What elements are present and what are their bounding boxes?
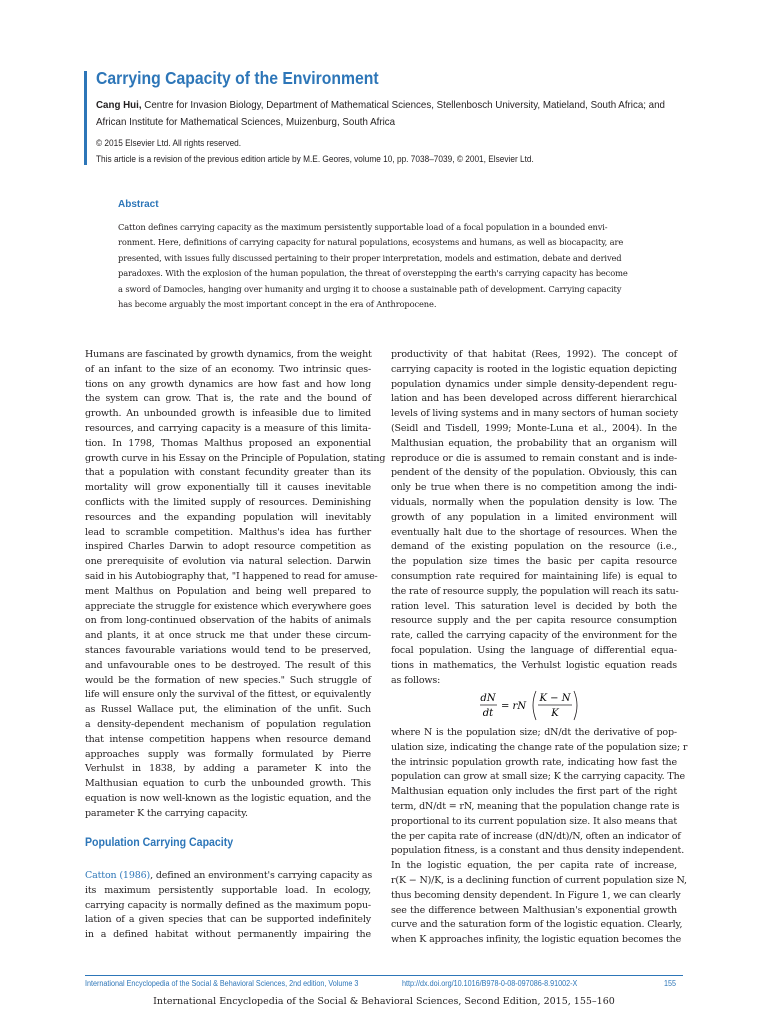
body-text-line: equation is now well-known as the logistic equation, and the — [85, 792, 371, 804]
abstract-line: paradoxes. With the explosion of the human population, the threat of overstepping the earth's carrying capacity has become — [118, 269, 628, 280]
body-text-line: one prerequisite of evolution via natural selection. Darwin — [85, 556, 371, 568]
body-text-line: life will ensure only the survival of the fittest, or equivalently — [85, 689, 371, 701]
title-accent-bar — [84, 71, 87, 165]
left-column — [85, 348, 386, 822]
body-text-line: term, dN/dt = rN, meaning that the population change rate is — [391, 800, 680, 812]
section-text-line: in a defined habitat without permanently impairing the — [85, 929, 371, 941]
body-text-line: parameter K the carrying capacity. — [85, 807, 248, 819]
body-text-line: tion. In 1798, Thomas Malthus proposed an exponential — [85, 437, 371, 449]
body-text-line: resources and the expanding population will inevitably — [85, 511, 371, 523]
body-text-line: the intrinsic population growth rate, indicating how fast the — [391, 756, 677, 768]
abstract-line: a sword of Damocles, hanging over humanity and urging it to choose a sustainable path of development. Carrying capacity — [118, 284, 622, 295]
author-name: Cang Hui, — [96, 99, 142, 111]
body-text-line: inspired Charles Darwin to adopt resource competition as — [85, 541, 371, 553]
body-text-line: proportional to its current population size. It also means that — [391, 815, 677, 827]
body-text-line: carrying capacity is rooted in the logistic equation depicting — [391, 363, 677, 375]
section-body — [85, 869, 371, 943]
body-text-line: see the difference between Malthusian's exponential growth — [391, 904, 677, 916]
footer-page-number: 155 — [664, 979, 677, 988]
body-text-line: the rate of resource supply, the population will reach its satu- — [391, 585, 679, 597]
body-text-line: of an infant to the size of an economy. Two intrinsic ques- — [85, 363, 371, 375]
body-text-line: and unfavourable ones to be destroyed. The result of this — [85, 659, 371, 671]
affiliation-line-1: Centre for Invasion Biology, Department of Mathematical Sciences, Stellenbosch University, Matieland, South Africa; and — [141, 99, 665, 111]
body-text-line: tions in mathematics, the Verhulst logistic equation reads — [391, 659, 677, 671]
body-text-line: approaches supply was formally formulated by Pierre — [85, 748, 371, 760]
body-text-line: as Russel Wallace put, the elimination of the unfit. Such — [85, 704, 371, 716]
body-text-line: levels of living systems and in many sectors of human society — [391, 408, 678, 420]
body-text-line: conflicts with the limited supply of resources. Deminishing — [85, 496, 371, 508]
body-text-line: that intense competition happens when resource demand — [85, 733, 371, 745]
equation-lhs-numerator: dN — [480, 693, 496, 704]
equation-right-paren — [574, 691, 577, 720]
body-text-line: when K approaches infinity, the logistic equation becomes the — [391, 934, 682, 946]
body-text-line: Malthusian equation to curb the unbounded growth. This — [85, 778, 371, 790]
abstract-line: Catton defines carrying capacity as the maximum persistently supportable load of a focal population in a bounded envi- — [118, 223, 608, 233]
body-text-line: r(K − N)/K, is a declining function of current population size N, — [391, 874, 687, 886]
logistic-equation — [478, 688, 628, 724]
equation-rhs-denominator: K — [551, 708, 559, 719]
abstract-line: has become arguably the most important concept in the era of Anthropocene. — [118, 300, 437, 311]
section-heading: Population Carrying Capacity — [85, 837, 234, 849]
body-text-line: demand of the existing population on the resource (i.e., — [391, 541, 677, 553]
body-text-line: growth of any population in a limited environment will — [391, 511, 677, 523]
body-text-line: curve and the saturation form of the logistic equation. Clearly, — [391, 919, 683, 931]
citation-link-catton[interactable]: Catton (1986) — [85, 870, 151, 881]
footer-source: International Encyclopedia of the Social & Behavioral Sciences, 2nd edition, Volume 3 — [85, 979, 359, 988]
body-text-line: a density-dependent mechanism of population regulation — [85, 718, 371, 730]
body-text-line: productivity of that habitat (Rees, 1992). The concept of — [391, 349, 677, 360]
equation-rhs-prefix: = rN — [501, 701, 527, 712]
equation-lhs-denominator: dt — [482, 708, 494, 719]
body-text-line: population dynamics under simple density-dependent regu- — [391, 378, 677, 390]
body-text-line: tions on any growth dynamics are how fast and how long — [85, 378, 371, 390]
body-text-line: ment Malthus on Population and being well prepared to — [85, 585, 371, 597]
footer-doi-link[interactable]: http://dx.doi.org/10.1016/B978-0-08-097086-8.91002-X — [402, 979, 578, 988]
body-text-line: pendent of the density of the population. Obviously, this can — [391, 467, 677, 479]
body-text-line: Malthusian equation, the probability that an organism will — [391, 437, 677, 449]
right-column-top — [391, 348, 677, 688]
body-text-line: the per capita rate of increase (dN/dt)/N, often an indicator of — [391, 830, 681, 842]
copyright-notice: © 2015 Elsevier Ltd. All rights reserved. — [96, 138, 242, 148]
body-text-line: rate, called the carrying capacity of the environment for the — [391, 630, 677, 642]
body-text-line: only be true when there is no competition among the indi- — [391, 482, 677, 494]
body-text-line: reproduce or die is assumed to remain constant and is inde- — [391, 452, 677, 464]
body-text-line: mortality will grow exponentially till it causes inevitable — [85, 482, 371, 494]
copyright-block — [96, 135, 685, 167]
body-text-line: growth curve in his Essay on the Principle of Population, stating — [85, 452, 386, 464]
body-text-line: ulation size, indicating the change rate of the population size; r — [391, 741, 688, 753]
body-text-line: population can grow at small size; K the carrying capacity. The — [391, 771, 686, 783]
body-text-line: as follows: — [391, 674, 441, 686]
section-text-line: carrying capacity is normally defined as the maximum popu- — [85, 899, 371, 911]
author-block — [96, 97, 691, 131]
body-text-line: ration level. This saturation level is decided by both the — [391, 600, 677, 612]
body-text-line: that a population with constant fecundity greater than its — [85, 467, 371, 479]
body-text-line: resources, and carrying capacity is a measure of this limita- — [85, 422, 371, 434]
equation-rhs-numerator: K − N — [539, 693, 571, 704]
page-citation: International Encyclopedia of the Social & Behavioral Sciences, Second Edition, 2015, 155–160 — [153, 996, 615, 1007]
body-text-line: Verhulst in 1838, by adding a parameter K into the — [85, 763, 371, 775]
article-title: Carrying Capacity of the Environment — [96, 68, 379, 88]
equation-graphic — [478, 688, 628, 728]
body-text-line: viduals, normally when the population density is low. The — [391, 496, 677, 508]
section-text-fragment: , defined an environment's carrying capacity as — [150, 870, 373, 881]
equation-left-paren — [533, 691, 536, 720]
body-text-line: appreciate the struggle for existence which everywhere goes — [85, 600, 372, 612]
body-text-line: the population size times the basic per capita resource — [391, 556, 677, 568]
body-text-line: population fitness, is a constant and thus density independent. — [391, 845, 685, 857]
body-text-line: and plants, it at once struck me that under these circum- — [85, 630, 371, 642]
body-text-line: growth. An unbounded growth is infeasible due to limited — [85, 408, 371, 420]
abstract-heading: Abstract — [118, 199, 159, 210]
abstract-line: ronment. Here, definitions of carrying capacity for natural populations, ecosystems and humans, as well as biocapacity, are — [118, 238, 624, 249]
body-text-line: on from long-continued observation of the habits of animals — [85, 615, 371, 627]
section-text-line — [85, 869, 371, 884]
revision-note: This article is a revision of the previous edition article by M.E. Geores, volume 10, pp. 7038–7039, © 2001, Elsevier Ltd. — [96, 154, 534, 164]
section-text-line: lation of a given species that can be supported indefinitely — [85, 914, 371, 926]
body-text-line: focal population. Using the language of differential equa- — [391, 644, 677, 656]
body-text-line: Humans are fascinated by growth dynamics, from the weight — [85, 349, 372, 360]
body-text-line: thus becoming density dependent. In Figure 1, we can clearly — [391, 889, 681, 901]
body-text-line: the system can grow. That is, the rate and the bound of — [85, 393, 371, 405]
body-text-line: (Seidl and Tisdell, 1999; Monte-Luna et al., 2004). In the — [391, 422, 677, 434]
abstract-text — [118, 221, 642, 313]
footer-rule — [85, 975, 683, 976]
body-text-line: said in his Autobiography that, "I happened to read for amuse- — [85, 570, 378, 582]
body-text-line: In the logistic equation, the per capita rate of increase, — [391, 860, 677, 872]
body-text-line: consumption rate required for maintaining life) is equal to — [391, 570, 677, 582]
body-text-line: lation and has been developed across different hierarchical — [391, 393, 677, 405]
abstract-line: presented, with issues fully discussed pertaining to their proper interpretation, models and estimation, debate and derived — [118, 253, 622, 264]
body-text-line: where N is the population size; dN/dt the derivative of pop- — [391, 727, 677, 738]
body-text-line: eventually halt due to the shortage of resources. When the — [391, 526, 677, 538]
body-text-line: stances favourable variations would tend to be preserved, — [85, 644, 371, 656]
body-text-line: lead to scramble competition. Malthus's idea has further — [85, 526, 371, 538]
right-column-bottom — [391, 726, 688, 948]
body-text-line: Malthusian equation only includes the first part of the right — [391, 786, 677, 798]
body-text-line: resource supply and the per capita resource consumption — [391, 615, 677, 627]
affiliation-line-2: African Institute for Mathematical Sciences, Muizenburg, South Africa — [96, 116, 396, 128]
body-text-line: would be the formation of new species." Such struggle of — [85, 674, 371, 686]
section-text-line: its maximum persistently supportable load. In ecology, — [85, 884, 371, 896]
